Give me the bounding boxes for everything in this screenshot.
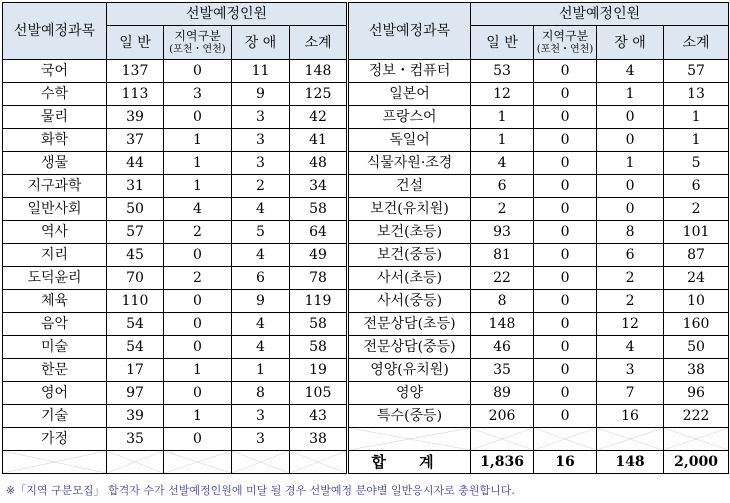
subtotal-cell: 6 bbox=[664, 175, 729, 198]
disabled-cell: 0 bbox=[597, 175, 664, 198]
subtotal-cell: 101 bbox=[664, 221, 729, 244]
subtotal-cell: 58 bbox=[290, 313, 348, 336]
subject-cell: 기술 bbox=[3, 405, 107, 428]
general-cell: 22 bbox=[471, 267, 534, 290]
general-cell: 81 bbox=[471, 244, 534, 267]
subject-cell: 독일어 bbox=[348, 129, 471, 152]
disabled-cell: 2 bbox=[597, 267, 664, 290]
general-cell: 31 bbox=[107, 175, 164, 198]
disabled-cell: 16 bbox=[597, 405, 664, 428]
subtotal-cell: 1 bbox=[664, 129, 729, 152]
table-row bbox=[3, 382, 729, 405]
left-region-header bbox=[164, 26, 232, 60]
subject-cell: 전문상담(초등) bbox=[348, 313, 471, 336]
disabled-cell: 9 bbox=[232, 290, 290, 313]
region-header-line2: (포천・연천) bbox=[169, 43, 226, 55]
subject-cell: 국어 bbox=[3, 60, 107, 83]
region-cell: 2 bbox=[164, 221, 232, 244]
subtotal-cell: 58 bbox=[290, 198, 348, 221]
disabled-cell: 3 bbox=[232, 129, 290, 152]
disabled-cell: 8 bbox=[232, 382, 290, 405]
subtotal-cell: 10 bbox=[664, 290, 729, 313]
subject-cell: 지리 bbox=[3, 244, 107, 267]
disabled-cell: 2 bbox=[232, 175, 290, 198]
region-cell: 4 bbox=[164, 198, 232, 221]
general-cell: 39 bbox=[107, 106, 164, 129]
subject-cell: 건설 bbox=[348, 175, 471, 198]
subject-cell: 역사 bbox=[3, 221, 107, 244]
region-cell: 0 bbox=[164, 313, 232, 336]
general-cell: 93 bbox=[471, 221, 534, 244]
subtotal-cell: 1 bbox=[664, 106, 729, 129]
subtotal-cell: 34 bbox=[290, 175, 348, 198]
subtotal-cell: 105 bbox=[290, 382, 348, 405]
subject-cell: 보건(유치원) bbox=[348, 198, 471, 221]
right-region-header bbox=[534, 26, 597, 60]
disabled-cell: 4 bbox=[232, 313, 290, 336]
region-cell: 1 bbox=[164, 175, 232, 198]
general-cell: 37 bbox=[107, 129, 164, 152]
general-cell: 206 bbox=[471, 405, 534, 428]
subtotal-cell: 96 bbox=[664, 382, 729, 405]
disabled-cell: 3 bbox=[232, 428, 290, 451]
general-cell: 12 bbox=[471, 83, 534, 106]
subtotal-cell: 24 bbox=[664, 267, 729, 290]
subject-cell: 미술 bbox=[3, 336, 107, 359]
general-cell: 137 bbox=[107, 60, 164, 83]
subtotal-cell: 160 bbox=[664, 313, 729, 336]
subject-cell: 특수(중등) bbox=[348, 405, 471, 428]
subtotal-cell: 57 bbox=[664, 60, 729, 83]
region-header-line2: (포천・연천) bbox=[536, 43, 594, 55]
subject-cell: 지구과학 bbox=[3, 175, 107, 198]
subject-cell: 영양(유치원) bbox=[348, 359, 471, 382]
crossed-empty-cell bbox=[232, 451, 290, 474]
region-cell: 0 bbox=[164, 244, 232, 267]
region-cell: 1 bbox=[164, 359, 232, 382]
disabled-cell: 3 bbox=[232, 152, 290, 175]
crossed-empty-cell bbox=[664, 428, 729, 451]
subtotal-cell: 58 bbox=[290, 336, 348, 359]
total-disabled: 148 bbox=[597, 451, 664, 474]
general-cell: 70 bbox=[107, 267, 164, 290]
subject-cell: 한문 bbox=[3, 359, 107, 382]
subtotal-cell: 222 bbox=[664, 405, 729, 428]
region-cell: 0 bbox=[534, 405, 597, 428]
crossed-empty-cell bbox=[348, 428, 471, 451]
subtotal-cell: 125 bbox=[290, 83, 348, 106]
crossed-empty-cell bbox=[534, 428, 597, 451]
general-cell: 1 bbox=[471, 106, 534, 129]
crossed-empty-cell bbox=[3, 451, 107, 474]
subject-cell: 수학 bbox=[3, 83, 107, 106]
subject-cell: 음악 bbox=[3, 313, 107, 336]
disabled-cell: 4 bbox=[597, 60, 664, 83]
general-cell: 46 bbox=[471, 336, 534, 359]
subject-cell: 일반사회 bbox=[3, 198, 107, 221]
subject-cell: 체육 bbox=[3, 290, 107, 313]
region-cell: 0 bbox=[534, 60, 597, 83]
subtotal-cell: 148 bbox=[290, 60, 348, 83]
table-row bbox=[3, 290, 729, 313]
general-cell: 6 bbox=[471, 175, 534, 198]
table-row bbox=[3, 336, 729, 359]
region-cell: 0 bbox=[534, 382, 597, 405]
table-row bbox=[3, 83, 729, 106]
table-row bbox=[3, 60, 729, 83]
subject-cell: 가정 bbox=[3, 428, 107, 451]
region-cell: 0 bbox=[164, 336, 232, 359]
subtotal-cell: 38 bbox=[664, 359, 729, 382]
region-cell: 0 bbox=[164, 382, 232, 405]
footnote: ※「지역 구분모집」 합격자 수가 선발예정인원에 미달 될 경우 선발예정 분야별 일반응시자로 충원합니다. bbox=[6, 484, 515, 497]
total-general: 1,836 bbox=[471, 451, 534, 474]
subtotal-cell: 13 bbox=[664, 83, 729, 106]
crossed-empty-cell bbox=[597, 428, 664, 451]
recruitment-table bbox=[2, 2, 729, 474]
right-planned-header: 선발예정인원 bbox=[471, 3, 729, 26]
region-cell: 0 bbox=[164, 428, 232, 451]
subject-cell: 프랑스어 bbox=[348, 106, 471, 129]
general-cell: 89 bbox=[471, 382, 534, 405]
region-cell: 0 bbox=[534, 152, 597, 175]
subtotal-cell: 119 bbox=[290, 290, 348, 313]
disabled-cell: 4 bbox=[232, 244, 290, 267]
general-cell: 4 bbox=[471, 152, 534, 175]
table-row bbox=[3, 198, 729, 221]
disabled-cell: 3 bbox=[232, 106, 290, 129]
general-cell: 35 bbox=[471, 359, 534, 382]
region-cell: 1 bbox=[164, 129, 232, 152]
region-header-line1: 지역구분 bbox=[541, 29, 589, 44]
total-label: 합 계 bbox=[348, 451, 471, 474]
general-cell: 1 bbox=[471, 129, 534, 152]
crossed-empty-cell bbox=[471, 428, 534, 451]
subject-cell: 영양 bbox=[348, 382, 471, 405]
region-cell: 2 bbox=[164, 267, 232, 290]
table-row bbox=[3, 244, 729, 267]
disabled-cell: 1 bbox=[232, 359, 290, 382]
subtotal-cell: 49 bbox=[290, 244, 348, 267]
right-subtotal-header: 소계 bbox=[664, 26, 729, 60]
general-cell: 8 bbox=[471, 290, 534, 313]
subtotal-cell: 5 bbox=[664, 152, 729, 175]
table-row bbox=[3, 152, 729, 175]
right-subject-header: 선발예정과목 bbox=[348, 3, 471, 60]
left-disabled-header: 장 애 bbox=[232, 26, 290, 60]
subtotal-cell: 2 bbox=[664, 198, 729, 221]
table-row bbox=[3, 221, 729, 244]
table-row bbox=[3, 175, 729, 198]
subject-cell: 사서(초등) bbox=[348, 267, 471, 290]
region-cell: 0 bbox=[534, 221, 597, 244]
disabled-cell: 4 bbox=[232, 198, 290, 221]
region-cell: 0 bbox=[534, 175, 597, 198]
total-region: 16 bbox=[534, 451, 597, 474]
subject-cell: 식물자원·조경 bbox=[348, 152, 471, 175]
disabled-cell: 2 bbox=[597, 290, 664, 313]
region-cell: 1 bbox=[164, 405, 232, 428]
subtotal-cell: 64 bbox=[290, 221, 348, 244]
disabled-cell: 1 bbox=[597, 152, 664, 175]
table-row bbox=[3, 129, 729, 152]
disabled-cell: 12 bbox=[597, 313, 664, 336]
disabled-cell: 8 bbox=[597, 221, 664, 244]
total-subtotal: 2,000 bbox=[664, 451, 729, 474]
region-cell: 0 bbox=[164, 106, 232, 129]
disabled-cell: 6 bbox=[597, 244, 664, 267]
subtotal-cell: 43 bbox=[290, 405, 348, 428]
table-row bbox=[3, 267, 729, 290]
subject-cell: 화학 bbox=[3, 129, 107, 152]
region-cell: 0 bbox=[534, 244, 597, 267]
disabled-cell: 0 bbox=[597, 198, 664, 221]
disabled-cell: 4 bbox=[232, 336, 290, 359]
subject-cell: 전문상담(중등) bbox=[348, 336, 471, 359]
subject-cell: 생물 bbox=[3, 152, 107, 175]
general-cell: 53 bbox=[471, 60, 534, 83]
region-cell: 0 bbox=[534, 106, 597, 129]
general-cell: 148 bbox=[471, 313, 534, 336]
general-cell: 54 bbox=[107, 336, 164, 359]
general-cell: 110 bbox=[107, 290, 164, 313]
subject-cell: 보건(중등) bbox=[348, 244, 471, 267]
table-row bbox=[3, 428, 729, 451]
subtotal-cell: 41 bbox=[290, 129, 348, 152]
general-cell: 50 bbox=[107, 198, 164, 221]
subject-cell: 도덕윤리 bbox=[3, 267, 107, 290]
region-cell: 0 bbox=[534, 336, 597, 359]
table-row bbox=[3, 106, 729, 129]
general-cell: 45 bbox=[107, 244, 164, 267]
general-cell: 54 bbox=[107, 313, 164, 336]
subtotal-cell: 42 bbox=[290, 106, 348, 129]
region-cell: 0 bbox=[164, 60, 232, 83]
region-cell: 0 bbox=[164, 290, 232, 313]
table-row bbox=[3, 359, 729, 382]
subtotal-cell: 19 bbox=[290, 359, 348, 382]
region-header-line1: 지역구분 bbox=[174, 29, 221, 44]
crossed-empty-cell bbox=[290, 451, 348, 474]
disabled-cell: 1 bbox=[597, 83, 664, 106]
subtotal-cell: 87 bbox=[664, 244, 729, 267]
right-general-header: 일 반 bbox=[471, 26, 534, 60]
general-cell: 2 bbox=[471, 198, 534, 221]
region-cell: 0 bbox=[534, 313, 597, 336]
disabled-cell: 3 bbox=[232, 405, 290, 428]
region-cell: 0 bbox=[534, 267, 597, 290]
total-row bbox=[3, 451, 729, 474]
subject-cell: 사서(중등) bbox=[348, 290, 471, 313]
general-cell: 44 bbox=[107, 152, 164, 175]
subtotal-cell: 50 bbox=[664, 336, 729, 359]
left-general-header: 일 반 bbox=[107, 26, 164, 60]
disabled-cell: 6 bbox=[232, 267, 290, 290]
disabled-cell: 3 bbox=[597, 359, 664, 382]
left-planned-header: 선발예정인원 bbox=[107, 3, 348, 26]
subtotal-cell: 78 bbox=[290, 267, 348, 290]
general-cell: 17 bbox=[107, 359, 164, 382]
general-cell: 39 bbox=[107, 405, 164, 428]
region-cell: 0 bbox=[534, 290, 597, 313]
subtotal-cell: 38 bbox=[290, 428, 348, 451]
region-cell: 0 bbox=[534, 359, 597, 382]
subject-cell: 영어 bbox=[3, 382, 107, 405]
disabled-cell: 11 bbox=[232, 60, 290, 83]
general-cell: 57 bbox=[107, 221, 164, 244]
disabled-cell: 0 bbox=[597, 106, 664, 129]
general-cell: 113 bbox=[107, 83, 164, 106]
region-cell: 0 bbox=[534, 198, 597, 221]
subject-cell: 물리 bbox=[3, 106, 107, 129]
disabled-cell: 4 bbox=[597, 336, 664, 359]
subject-cell: 정보・컴퓨터 bbox=[348, 60, 471, 83]
general-cell: 35 bbox=[107, 428, 164, 451]
table-row bbox=[3, 405, 729, 428]
disabled-cell: 7 bbox=[597, 382, 664, 405]
subtotal-cell: 48 bbox=[290, 152, 348, 175]
region-cell: 0 bbox=[534, 129, 597, 152]
region-cell: 3 bbox=[164, 83, 232, 106]
disabled-cell: 0 bbox=[597, 129, 664, 152]
general-cell: 97 bbox=[107, 382, 164, 405]
crossed-empty-cell bbox=[107, 451, 164, 474]
disabled-cell: 5 bbox=[232, 221, 290, 244]
region-cell: 1 bbox=[164, 152, 232, 175]
left-subtotal-header: 소계 bbox=[290, 26, 348, 60]
region-cell: 0 bbox=[534, 83, 597, 106]
crossed-empty-cell bbox=[164, 451, 232, 474]
subject-cell: 보건(초등) bbox=[348, 221, 471, 244]
subject-cell: 일본어 bbox=[348, 83, 471, 106]
table-row bbox=[3, 313, 729, 336]
left-subject-header: 선발예정과목 bbox=[3, 3, 107, 60]
right-disabled-header: 장 애 bbox=[597, 26, 664, 60]
disabled-cell: 9 bbox=[232, 83, 290, 106]
